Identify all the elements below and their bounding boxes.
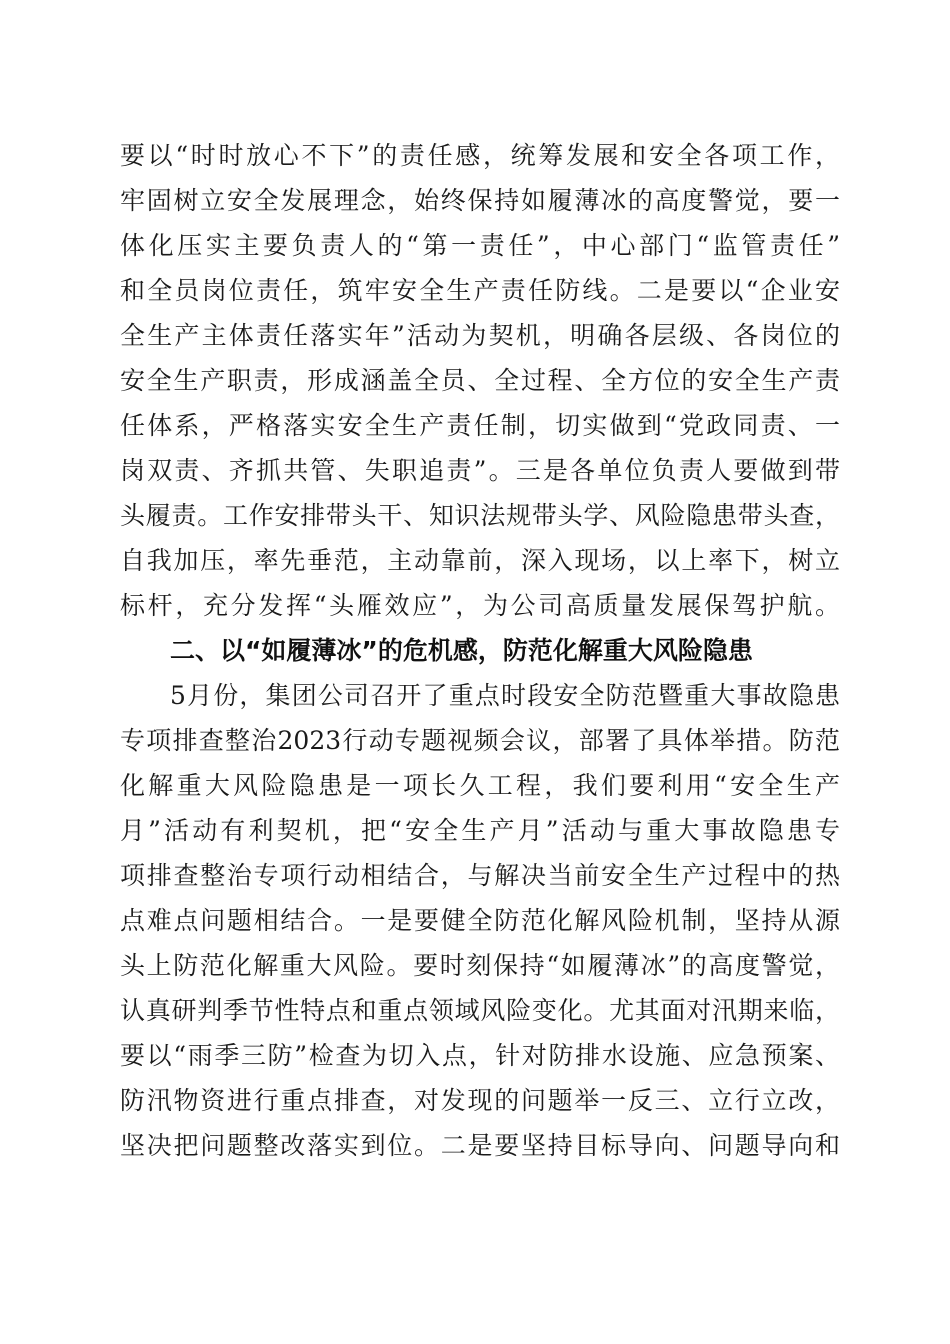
paragraph-line: 标杆，充分发挥“头雁效应”，为公司高质量发展保驾护航。 bbox=[120, 591, 840, 620]
paragraph-line: 牢固树立安全发展理念，始终保持如履薄冰的高度警觉，要一 bbox=[120, 186, 840, 215]
paragraph-line: 头上防范化解重大风险。要时刻保持“如履薄冰”的高度警觉， bbox=[120, 951, 840, 980]
paragraph-line: 要以“时时放心不下”的责任感，统筹发展和安全各项工作， bbox=[120, 141, 840, 170]
paragraph-line: 点难点问题相结合。一是要健全防范化解风险机制，坚持从源 bbox=[120, 906, 840, 935]
paragraph-line: 坚决把问题整改落实到位。二是要坚持目标导向、问题导向和 bbox=[120, 1131, 840, 1160]
paragraph-first-line: 5月份，集团公司召开了重点时段安全防范暨重大事故隐患 bbox=[170, 681, 840, 710]
paragraph-line: 全生产主体责任落实年”活动为契机，明确各层级、各岗位的 bbox=[120, 321, 840, 350]
paragraph-line: 和全员岗位责任，筑牢安全生产责任防线。二是要以“企业安 bbox=[120, 276, 840, 305]
paragraph-line: 自我加压，率先垂范，主动靠前，深入现场，以上率下，树立 bbox=[120, 546, 840, 575]
paragraph-line: 任体系，严格落实安全生产责任制，切实做到“党政同责、一 bbox=[120, 411, 840, 440]
paragraph-line: 项排查整治专项行动相结合，与解决当前安全生产过程中的热 bbox=[120, 861, 840, 890]
section-heading: 二、以“如履薄冰”的危机感，防范化解重大风险隐患 bbox=[170, 636, 753, 665]
paragraph-line: 岗双责、齐抓共管、失职追责”。三是各单位负责人要做到带 bbox=[120, 456, 840, 485]
paragraph-line: 头履责。工作安排带头干、知识法规带头学、风险隐患带头查， bbox=[120, 501, 840, 530]
paragraph-line: 要以“雨季三防”检查为切入点，针对防排水设施、应急预案、 bbox=[120, 1041, 840, 1070]
paragraph-line: 月”活动有利契机，把“安全生产月”活动与重大事故隐患专 bbox=[120, 816, 840, 845]
paragraph-line: 防汛物资进行重点排查，对发现的问题举一反三、立行立改， bbox=[120, 1086, 840, 1115]
paragraph-line: 安全生产职责，形成涵盖全员、全过程、全方位的安全生产责 bbox=[120, 366, 840, 395]
paragraph-line: 化解重大风险隐患是一项长久工程，我们要利用“安全生产 bbox=[120, 771, 840, 800]
paragraph-line: 专项排查整治2023行动专题视频会议，部署了具体举措。防范 bbox=[120, 726, 840, 755]
paragraph-line: 认真研判季节性特点和重点领域风险变化。尤其面对汛期来临， bbox=[120, 996, 840, 1025]
paragraph-line: 体化压实主要负责人的“第一责任”，中心部门“监管责任” bbox=[120, 231, 840, 260]
